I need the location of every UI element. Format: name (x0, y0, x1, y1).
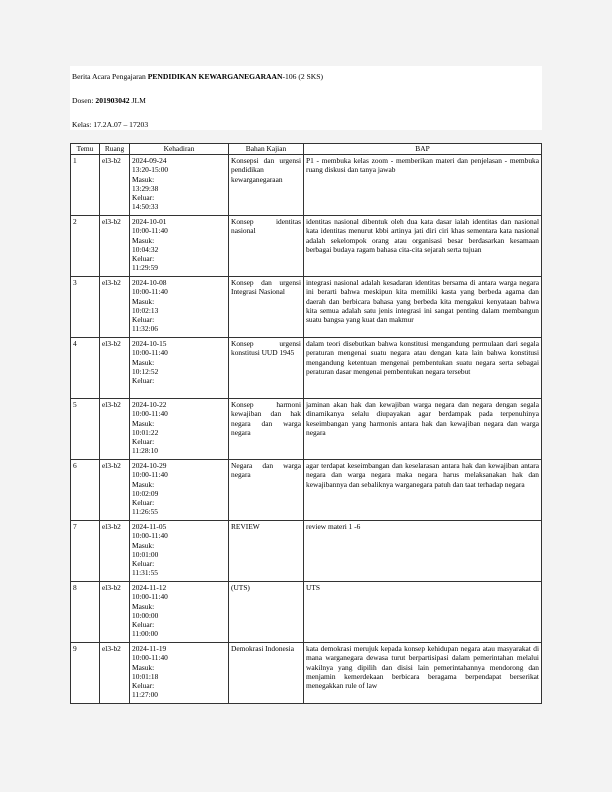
masuk-label: Masuk: (132, 418, 155, 428)
cell-ruang: el3-b2 (100, 643, 130, 704)
course-suffix: -106 (2 SKS) (282, 72, 324, 81)
masuk-label: Masuk: (132, 479, 155, 489)
tanggal: 2024-11-12 (132, 583, 167, 592)
masuk-time: 10:01:22 (132, 427, 159, 437)
cell-kehadiran (130, 216, 229, 277)
course-name: PENDIDIKAN KEWARGANEGARAAN (147, 72, 283, 81)
tanggal: 2024-10-01 (132, 217, 167, 226)
cell-bap: agar terdapat keseimbangan dan keselarasan antara hak dan kewajiban antara negara dan warga negara maka negara harus melaksanakan hak dan kewajibannya dan sebaliknya warganegara patuh dan taat terhadap negara (304, 460, 542, 521)
keluar-time: 11:00:00 (132, 629, 159, 639)
keluar-label: Keluar: (132, 559, 155, 569)
cell-ruang: el3-b2 (100, 521, 130, 582)
cell-bahan-kajian: Konsepsi dan urgensi pendidikan kewarganegaraan (229, 155, 304, 216)
masuk-time: 10:02:09 (132, 488, 159, 498)
cell-bap: jaminan akan hak dan kewajiban warga negara dan negara dengan segala dinamikanya selalu diupayakan agar berdampak pada terpenuhinya keseimbangan yang harmonis antara hak dan kewajiban negara dan warga negara (304, 399, 542, 460)
table-row (71, 338, 542, 399)
jam: 10:00-11:40 (132, 348, 168, 358)
keluar-label: Keluar: (132, 681, 155, 691)
keluar-label: Keluar: (132, 193, 155, 203)
cell-bap: review materi 1 -6 (304, 521, 542, 582)
tanggal: 2024-10-22 (132, 400, 167, 409)
cell-temu: 4 (71, 338, 100, 399)
masuk-time: 10:01:18 (132, 671, 159, 681)
cell-kehadiran (130, 460, 229, 521)
cell-bap: dalam teori disebutkan bahwa konstitusi mengandung permulaan dari segala peraturan mengenai suatu negara atau dengan kata lain bahwa konstitusi mengandung ketentuan mengenai pembentukan suatu negara serta sebagai peraturan dasar mengenai pembentukan negara tersebut (304, 338, 542, 399)
masuk-time: 10:00:00 (132, 610, 159, 620)
keluar-label: Keluar: (132, 437, 155, 447)
cell-ruang: el3-b2 (100, 338, 130, 399)
cell-ruang: el3-b2 (100, 155, 130, 216)
col-header-temu: Temu (71, 144, 100, 155)
cell-ruang: el3-b2 (100, 460, 130, 521)
keluar-label: Keluar: (132, 254, 155, 264)
cell-temu: 3 (71, 277, 100, 338)
table-row (71, 643, 542, 704)
keluar-time: 11:26:55 (132, 507, 159, 517)
keluar-label: Keluar: (132, 498, 155, 508)
cell-temu: 9 (71, 643, 100, 704)
masuk-label: Masuk: (132, 235, 155, 245)
jam: 10:00-11:40 (132, 470, 168, 480)
keluar-time: 11:32:06 (132, 324, 159, 334)
cell-kehadiran (130, 643, 229, 704)
cell-bahan-kajian: Demokrasi Indonesia (229, 643, 304, 704)
cell-temu: 6 (71, 460, 100, 521)
title-prefix: Berita Acara Pengajaran (72, 72, 146, 81)
jam: 10:00-11:40 (132, 409, 168, 419)
cell-kehadiran (130, 277, 229, 338)
dosen-label: Dosen: (72, 96, 94, 105)
col-header-kehadiran: Kehadiran (130, 144, 229, 155)
cell-bap: identitas nasional dibentuk oleh dua kata dasar ialah identitas dan nasional kata identitas menurut kbbi artinya jati diri ciri khas sementara kata nasional adalah sekelompok orang atau organisasi besar berdasarkan kesamaan berbagai budaya ragam bahasa cita-cita sejarah serta tujuan (304, 216, 542, 277)
cell-kehadiran (130, 155, 229, 216)
cell-kehadiran (130, 399, 229, 460)
cell-ruang: el3-b2 (100, 399, 130, 460)
cell-temu: 8 (71, 582, 100, 643)
keluar-label: Keluar: (132, 376, 155, 386)
cell-ruang: el3-b2 (100, 582, 130, 643)
keluar-label: Keluar: (132, 315, 155, 325)
dosen-line (72, 96, 146, 106)
cell-ruang: el3-b2 (100, 216, 130, 277)
masuk-label: Masuk: (132, 357, 155, 367)
page-title (72, 72, 323, 82)
cell-bahan-kajian: REVIEW (229, 521, 304, 582)
jam: 10:00-11:40 (132, 592, 168, 602)
cell-bap: kata demokrasi merujuk kepada konsep kehidupan negara atau masyarakat di mana warganegara dewasa turut berpartisipasi dalam pemerintahan melalui wakilnya yang dipilih dan disisi lain pemerintahannya mendorong dan menjamin kemerdekaan berbicara beragama berpendapat berserikat menegakkan rule of law (304, 643, 542, 704)
table-row (71, 399, 542, 460)
masuk-time: 10:02:13 (132, 305, 159, 315)
jam: 10:00-11:40 (132, 653, 168, 663)
tanggal: 2024-10-08 (132, 278, 167, 287)
keluar-time: 14:50:33 (132, 202, 159, 212)
tanggal: 2024-11-05 (132, 522, 167, 531)
dosen-name: JLM (131, 96, 146, 105)
jam: 10:00-11:40 (132, 287, 168, 297)
cell-bahan-kajian: Konsep harmoni kewajiban dan hak negara dan warga negara (229, 399, 304, 460)
keluar-time: 11:27:00 (132, 690, 159, 700)
cell-temu: 2 (71, 216, 100, 277)
cell-bahan-kajian: Negara dan warga negara (229, 460, 304, 521)
cell-bahan-kajian: Konsep urgensi konstitusi UUD 1945 (229, 338, 304, 399)
masuk-label: Masuk: (132, 174, 155, 184)
table-row (71, 521, 542, 582)
masuk-time: 13:29:38 (132, 183, 159, 193)
masuk-label: Masuk: (132, 662, 155, 672)
jam: 13:20-15:00 (132, 165, 169, 175)
cell-kehadiran (130, 338, 229, 399)
cell-bap: integrasi nasional adalah kesadaran identitas bersama di antara warga negara ini berarti bahwa meskipun kita memiliki kasta yang berbeda agama dan daerah dan berbicara bahasa yang berbeda kita mengakui kenyataan bahwa kita semua adalah satu jenis integrasi ini sangat penting dalam membangun suatu bangsa yang kuat dan makmur (304, 277, 542, 338)
cell-bap: UTS (304, 582, 542, 643)
table-header-row (71, 144, 542, 155)
keluar-label: Keluar: (132, 620, 155, 630)
bap-table (70, 143, 542, 704)
cell-bahan-kajian: (UTS) (229, 582, 304, 643)
masuk-time: 10:01:00 (132, 549, 159, 559)
keluar-time: 11:31:55 (132, 568, 159, 578)
cell-kehadiran (130, 582, 229, 643)
jam: 10:00-11:40 (132, 226, 168, 236)
masuk-label: Masuk: (132, 296, 155, 306)
tanggal: 2024-11-19 (132, 644, 167, 653)
table-row (71, 155, 542, 216)
table-row (71, 582, 542, 643)
cell-temu: 7 (71, 521, 100, 582)
cell-bahan-kajian: Konsep identitas nasional (229, 216, 304, 277)
table-row (71, 216, 542, 277)
cell-temu: 1 (71, 155, 100, 216)
jam: 10:00-11:40 (132, 531, 168, 541)
keluar-time: 11:28:10 (132, 446, 159, 456)
tanggal: 2024-10-15 (132, 339, 167, 348)
masuk-label: Masuk: (132, 601, 155, 611)
cell-ruang: el3-b2 (100, 277, 130, 338)
cell-kehadiran (130, 521, 229, 582)
tanggal: 2024-09-24 (132, 156, 167, 165)
keluar-time: 11:29:59 (132, 263, 159, 273)
masuk-label: Masuk: (132, 540, 155, 550)
tanggal: 2024-10-29 (132, 461, 167, 470)
cell-temu: 5 (71, 399, 100, 460)
col-header-ruang: Ruang (100, 144, 130, 155)
cell-bahan-kajian: Konsep dan urgensi Integrasi Nasional (229, 277, 304, 338)
dosen-code: 201903042 (95, 96, 130, 105)
table-row (71, 460, 542, 521)
kelas-line: Kelas: 17.2A.07 – 17203 (72, 120, 149, 129)
masuk-time: 10:12:52 (132, 366, 159, 376)
table-row (71, 277, 542, 338)
cell-bap: P1 - membuka kelas zoom - memberikan materi dan penjelasan - membuka ruang diskusi dan tanya jawab (304, 155, 542, 216)
col-header-bap: BAP (304, 144, 542, 155)
masuk-time: 10:04:32 (132, 244, 159, 254)
col-header-bahan-kajian: Bahan Kajian (229, 144, 304, 155)
